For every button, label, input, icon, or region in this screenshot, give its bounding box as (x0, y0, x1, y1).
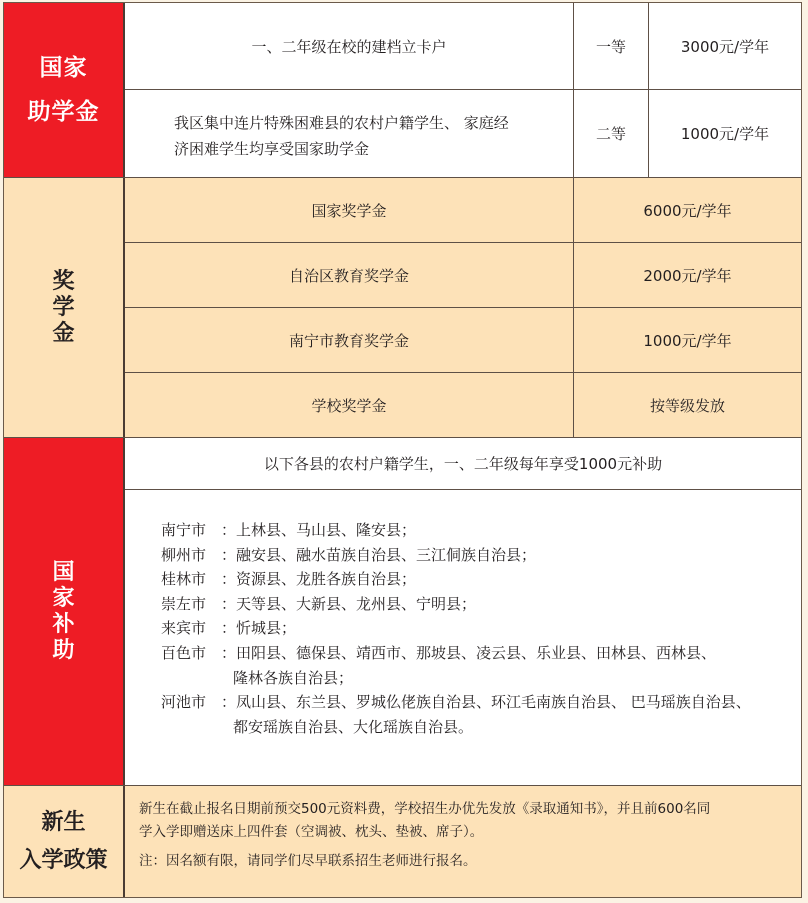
grant-row-1-description: 一、二年级在校的建档立卡户 (125, 3, 574, 90)
grant-row-2-amount: 1000元/学年 (649, 90, 801, 177)
enrollment-label-line2: 入学政策 (19, 847, 108, 873)
list-item: 百色市 ：田阳县、德保县、靖西市、那坡县、凌云县、乐业县、田林县、西林县、 (161, 643, 717, 662)
subsidy-header: 以下各县的农村户籍学生，一、二年级每年享受1000元补助 (125, 438, 801, 490)
scholarship-row-4-name: 学校奖学金 (125, 373, 574, 437)
subsidy-label: 国家补助 (4, 438, 125, 785)
scholarship-row-2-name: 自治区教育奖学金 (125, 243, 574, 308)
subsidy-content (125, 438, 801, 785)
grant-row-1-grade: 一等 (574, 3, 649, 90)
scholarship-row-3-name: 南宁市教育奖学金 (125, 308, 574, 373)
scholarship-row-2-amount: 2000元/学年 (574, 243, 801, 308)
policy-line-1: 新生在截止报名日期前预交500元资料费，学校招生办优先发放《录取通知书》，并且前600名同 (139, 801, 711, 817)
enrollment-policy-text (139, 798, 799, 873)
scholarship-row-1-amount: 6000元/学年 (574, 178, 801, 243)
grant-row-2-description: 我区集中连片特殊困难县的农村户籍学生、 家庭经 济困难学生均享受国家助学金 (125, 90, 574, 177)
enrollment-content (125, 786, 801, 897)
grant-label-line2: 助学金 (27, 99, 100, 125)
scholarship-content (125, 178, 801, 437)
enrollment-label (4, 786, 125, 897)
enrollment-label-line1: 新生 (41, 809, 86, 835)
grant-row-1-amount: 3000元/学年 (649, 3, 801, 90)
policy-line-2: 学入学即赠送床上四件套（空调被、枕头、垫被、席子）。 (139, 824, 484, 840)
list-item-continuation: 都安瑶族自治县、大化瑶族自治县。 (233, 717, 474, 736)
grant-section (4, 3, 801, 178)
subsidy-county-list (161, 518, 751, 739)
student-aid-policy-table (3, 2, 802, 898)
list-item: 桂林市 ：资源县、龙胜各族自治县； (161, 570, 417, 589)
list-item: 南宁市 ：上林县、马山县、隆安县； (161, 521, 417, 539)
subsidy-section (4, 438, 801, 786)
scholarship-row-3-amount: 1000元/学年 (574, 308, 801, 373)
policy-note: 注：因名额有限，请同学们尽早联系招生老师进行报名。 (139, 853, 477, 869)
list-item: 柳州市 ：融安县、融水苗族自治县、三江侗族自治县； (161, 545, 537, 564)
enrollment-section (4, 786, 801, 897)
grant-label-line1: 国家 (39, 55, 88, 81)
scholarship-section (4, 178, 801, 438)
list-item: 河池市 ：凤山县、东兰县、罗城仫佬族自治县、环江毛南族自治县、 巴马瑶族自治县、 (161, 693, 751, 712)
scholarship-row-4-amount: 按等级发放 (574, 373, 801, 437)
grant-label (4, 3, 125, 177)
list-item-continuation: 隆林各族自治县； (233, 668, 354, 687)
grant-content (125, 3, 801, 177)
grant-row-2-grade: 二等 (574, 90, 649, 177)
scholarship-label: 奖学金 (4, 178, 125, 437)
scholarship-row-1-name: 国家奖学金 (125, 178, 574, 243)
list-item: 来宾市 ：忻城县； (161, 619, 297, 638)
list-item: 崇左市 ：天等县、大新县、龙州县、宁明县； (161, 594, 477, 613)
